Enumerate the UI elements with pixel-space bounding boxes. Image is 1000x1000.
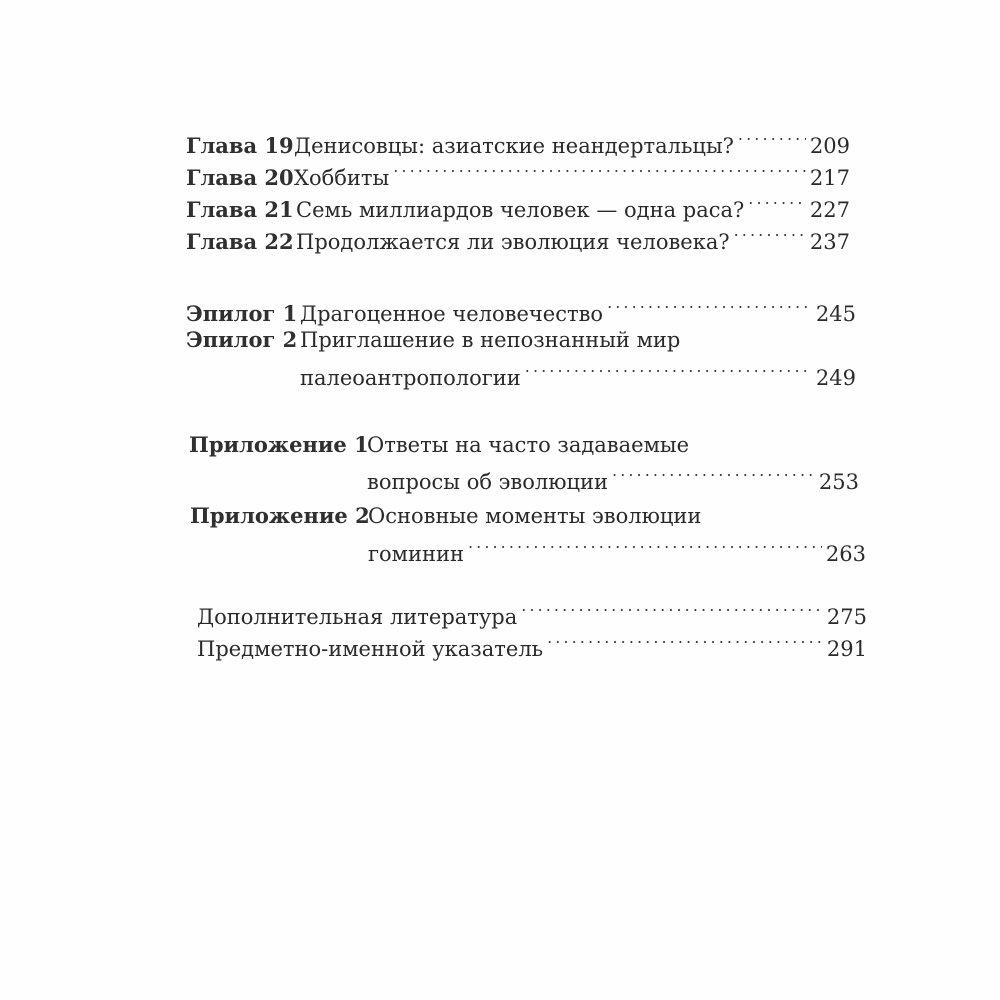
toc-entry-chapter-22: [186, 223, 850, 255]
chapter-title: Семь миллиардов человек — одна раса?: [296, 198, 745, 222]
dot-leader: [521, 598, 823, 624]
chapter-label: Глава 22: [186, 229, 294, 254]
dot-leader: [547, 630, 823, 656]
toc-entry-appendix-1-line2: [367, 463, 859, 495]
epilogue-title-line1: Приглашение в непознанный мир: [300, 328, 681, 352]
chapter-title: Продолжается ли эволюция человека?: [296, 230, 730, 254]
appendix-title-line1: Ответы на часто задаваемые: [367, 433, 690, 457]
epilogue-title-line2: палеоантропологии: [300, 366, 521, 390]
toc-entry-epilogue-2-line2: [300, 359, 856, 391]
chapter-label: Глава 19: [186, 133, 294, 158]
page-number: 237: [809, 230, 850, 254]
dot-leader: [393, 159, 806, 185]
toc-entry-chapter-19: [186, 127, 850, 159]
page-number: 291: [826, 637, 867, 661]
page-number: 217: [809, 166, 850, 190]
toc-entry-appendix-2-line1: [190, 503, 860, 529]
toc-entry-index: [197, 630, 867, 662]
page-number: 209: [809, 134, 850, 158]
dot-leader: [525, 359, 812, 385]
chapter-title: Хоббиты: [294, 166, 390, 190]
dot-leader: [738, 127, 806, 153]
epilogue-label: Эпилог 1: [186, 301, 298, 326]
chapter-label: Глава 20: [186, 165, 294, 190]
epilogue-title: Драгоценное человечество: [300, 302, 604, 326]
dot-leader: [734, 223, 806, 249]
page-number: 245: [815, 302, 856, 326]
toc-entry-epilogue-1: [186, 295, 856, 327]
page-number: 275: [826, 605, 867, 629]
chapter-title: Денисовцы: азиатские неандертальцы?: [294, 134, 734, 158]
appendix-title-line2: гоминин: [368, 542, 464, 566]
appendix-label: Приложение 2: [190, 503, 370, 528]
page-number: 253: [818, 470, 859, 494]
back-matter-title: Дополнительная литература: [197, 605, 518, 629]
page-number: 263: [825, 542, 866, 566]
appendix-title-line2: вопросы об эволюции: [367, 470, 609, 494]
dot-leader: [612, 463, 815, 489]
appendix-title-line1: Основные моменты эволюции: [368, 504, 702, 528]
toc-entry-appendix-2-line2: [368, 535, 866, 567]
toc-entry-epilogue-2-line1: [186, 327, 856, 353]
back-matter-title: Предметно-именной указатель: [197, 637, 544, 661]
page-number: 249: [815, 366, 856, 390]
dot-leader: [748, 191, 806, 217]
appendix-label: Приложение 1: [189, 432, 369, 457]
toc-entry-chapter-21: [186, 191, 850, 223]
dot-leader: [607, 295, 812, 321]
toc-entry-appendix-1-line1: [189, 432, 859, 458]
toc-entry-chapter-20: [186, 159, 850, 191]
epilogue-label: Эпилог 2: [186, 327, 298, 352]
dot-leader: [468, 535, 822, 561]
toc-entry-further-reading: [197, 598, 867, 630]
page-number: 227: [809, 198, 850, 222]
chapter-label: Глава 21: [186, 197, 294, 222]
